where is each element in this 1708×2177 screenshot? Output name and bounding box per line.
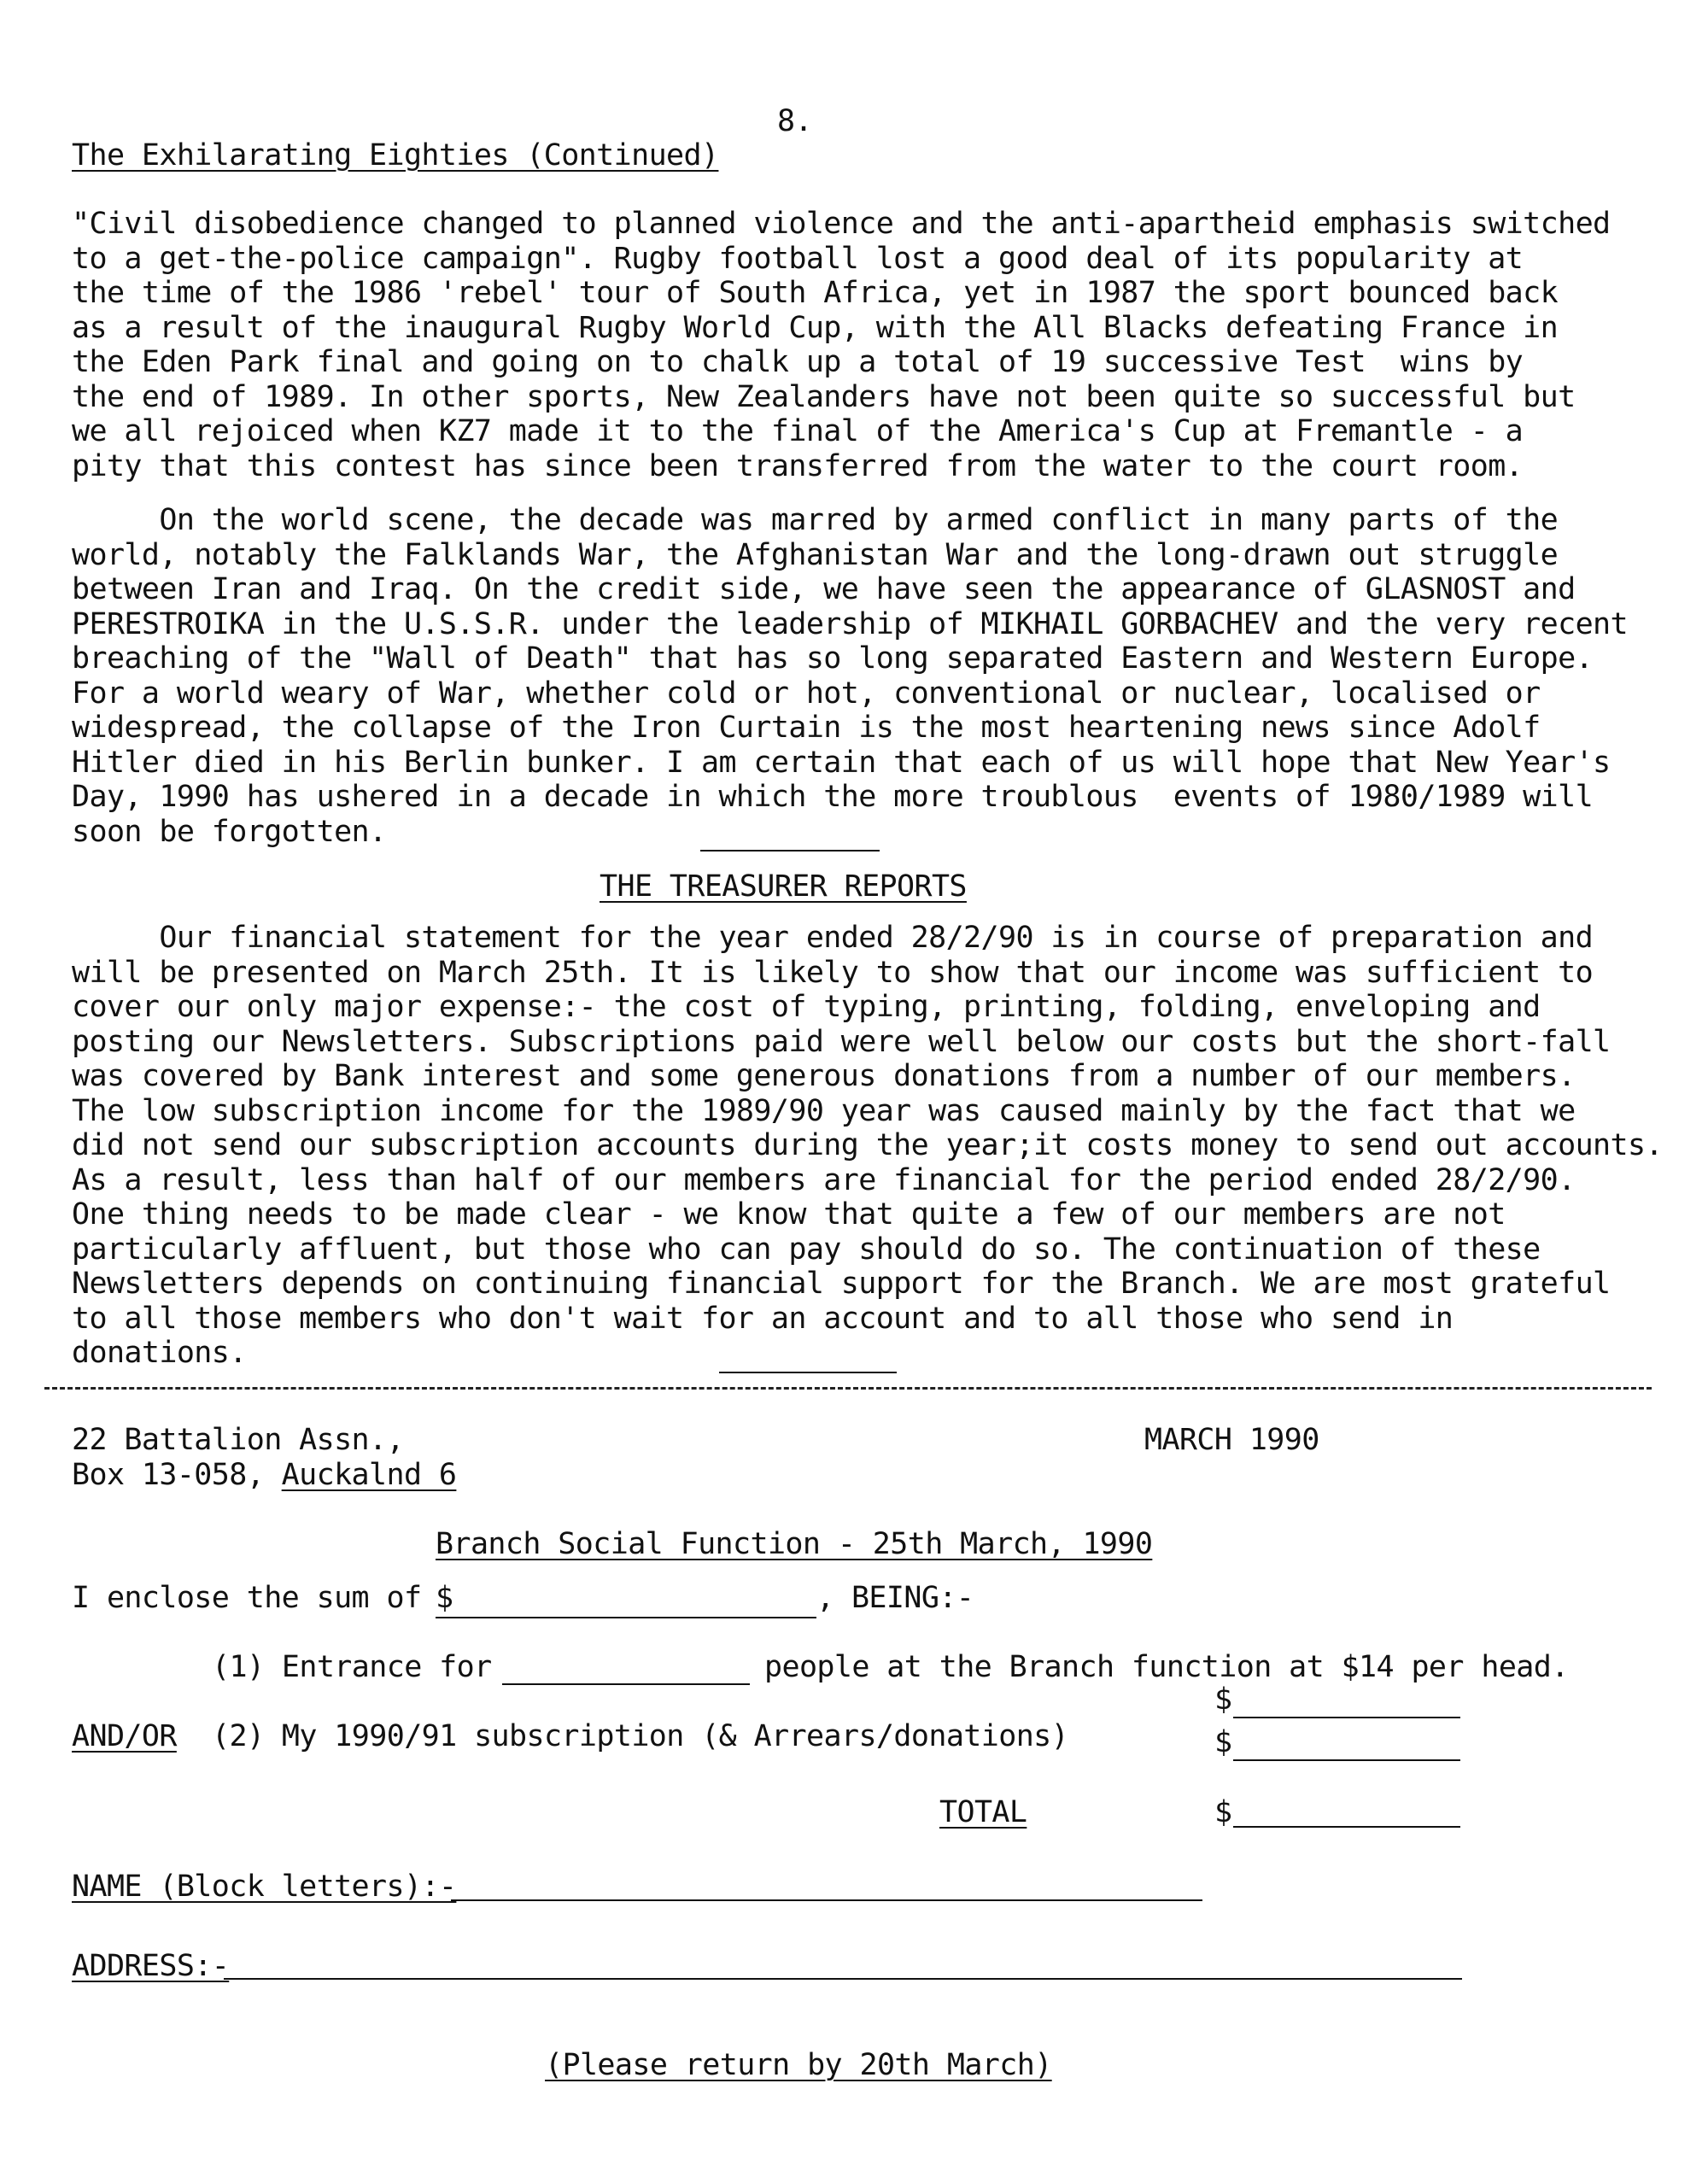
total-label-text: TOTAL xyxy=(939,1795,1027,1829)
address-box: Box 13-058, xyxy=(72,1458,282,1492)
paragraph-line: soon be forgotten. xyxy=(72,814,387,849)
address-label-text: ADDRESS:- xyxy=(72,1949,230,1983)
return-note-text: (Please return by 20th March) xyxy=(545,2048,1052,2082)
paragraph-line: widespread, the collapse of the Iron Curtain is the most heartening news since Adolf xyxy=(72,711,1541,745)
address-line-2 xyxy=(72,1458,456,1493)
form-title-text: Branch Social Function - 25th March, 1990 xyxy=(436,1527,1153,1561)
address-line-1: 22 Battalion Assn., xyxy=(72,1423,404,1457)
form-date: MARCH 1990 xyxy=(1144,1423,1319,1457)
form-title xyxy=(436,1527,1152,1562)
name-field[interactable] xyxy=(451,1899,1202,1901)
section-divider xyxy=(700,850,880,851)
return-note xyxy=(545,2048,1052,2083)
cut-line xyxy=(44,1387,1652,1390)
total-dollar-sign: $ xyxy=(1214,1795,1232,1829)
paragraph-line: Hitler died in his Berlin bunker. I am certain that each of us will hope that New Year's xyxy=(72,745,1611,780)
being-label: , BEING:- xyxy=(816,1581,974,1615)
item1-suffix: people at the Branch function at $14 per head. xyxy=(764,1650,1569,1684)
paragraph-line: pity that this contest has since been transferred from the water to the court room. xyxy=(72,448,1524,483)
paragraph-line: did not send our subscription accounts during the year;it costs money to send out accounts. xyxy=(72,1128,1663,1162)
paragraph-line: On the world scene, the decade was marred by armed conflict in many parts of the xyxy=(72,503,1559,537)
paragraph-line: Day, 1990 has ushered in a decade in which the more troublous events of 1980/1989 will xyxy=(72,780,1594,814)
item1-amount-field[interactable] xyxy=(1233,1717,1460,1718)
item2-amount-field[interactable] xyxy=(1233,1759,1460,1761)
paragraph-line: PERESTROIKA in the U.S.S.R. under the leadership of MIKHAIL GORBACHEV and the very recent xyxy=(72,606,1628,641)
total-amount-field[interactable] xyxy=(1233,1826,1460,1828)
enclose-dollar-sign: $ xyxy=(436,1581,453,1615)
paragraph-line: particularly affluent, but those who can pay should do so. The continuation of these xyxy=(72,1232,1541,1267)
paragraph-line: as a result of the inaugural Rugby World Cup, with the All Blacks defeating France in xyxy=(72,310,1559,345)
page-number: 8. xyxy=(777,104,812,138)
paragraph-line: will be presented on March 25th. It is likely to show that our income was sufficient to xyxy=(72,955,1594,990)
item2-dollar-sign: $ xyxy=(1214,1725,1232,1759)
paragraph-3 xyxy=(72,921,1694,1371)
address-field[interactable] xyxy=(224,1978,1462,1980)
paragraph-line: was covered by Bank interest and some generous donations from a number of our members. xyxy=(72,1059,1576,1093)
paragraph-2 xyxy=(72,503,1694,849)
people-count-field[interactable] xyxy=(502,1683,750,1685)
paragraph-line: breaching of the "Wall of Death" that has so long separated Eastern and Western Europe. xyxy=(72,641,1594,676)
address-label xyxy=(72,1949,229,1984)
paragraph-line: The low subscription income for the 1989/90 year was caused mainly by the fact that we xyxy=(72,1093,1576,1128)
paragraph-line: As a result, less than half of our members are financial for the period ended 28/2/90. xyxy=(72,1162,1576,1197)
enclose-label: I enclose the sum of xyxy=(72,1581,439,1615)
item1-dollar-sign: $ xyxy=(1214,1682,1232,1717)
name-label-text: NAME (Block letters):- xyxy=(72,1870,457,1904)
treasurer-heading-text: THE TREASURER REPORTS xyxy=(600,869,967,904)
paragraph-line: to all those members who don't wait for an account and to all those who send in xyxy=(72,1301,1454,1336)
paragraph-line: For a world weary of War, whether cold or hot, conventional or nuclear, localised or xyxy=(72,676,1541,711)
and-or-label xyxy=(72,1719,177,1754)
paragraph-line: to a get-the-police campaign". Rugby football lost a good deal of its popularity at xyxy=(72,241,1524,276)
paragraph-line: Newsletters depends on continuing financial support for the Branch. We are most grateful xyxy=(72,1267,1611,1301)
paragraph-line: we all rejoiced when KZ7 made it to the final of the America's Cup at Fremantle - a xyxy=(72,414,1524,448)
paragraph-line: Our financial statement for the year ended 28/2/90 is in course of preparation and xyxy=(72,921,1594,955)
address-city: Auckalnd 6 xyxy=(281,1458,457,1492)
treasurer-heading xyxy=(600,869,967,904)
section-divider xyxy=(719,1372,897,1373)
paragraph-line: posting our Newsletters. Subscriptions paid were well below our costs but the short-fall xyxy=(72,1024,1611,1059)
section-heading-text: The Exhilarating Eighties (Continued) xyxy=(72,138,719,173)
item2-label: (2) My 1990/91 subscription (& Arrears/donations) xyxy=(212,1719,1069,1753)
paragraph-line: world, notably the Falklands War, the Afghanistan War and the long-drawn out struggle xyxy=(72,537,1559,572)
paragraph-line: One thing needs to be made clear - we know that quite a few of our members are not xyxy=(72,1197,1506,1232)
enclose-amount-field[interactable] xyxy=(436,1617,816,1618)
paragraph-line: between Iran and Iraq. On the credit side, we have seen the appearance of GLASNOST and xyxy=(72,572,1576,606)
paragraph-line: the time of the 1986 'rebel' tour of South Africa, yet in 1987 the sport bounced back xyxy=(72,276,1559,310)
paragraph-line: the Eden Park final and going on to chalk up a total of 19 successive Test wins by xyxy=(72,345,1524,379)
paragraph-line: the end of 1989. In other sports, New Zealanders have not been quite so successful but xyxy=(72,379,1576,414)
name-label xyxy=(72,1870,456,1905)
and-or-text: AND/OR xyxy=(72,1719,177,1753)
paragraph-line: cover our only major expense:- the cost of typing, printing, folding, enveloping and xyxy=(72,990,1541,1024)
paragraph-line: donations. xyxy=(72,1336,247,1370)
item1-label: (1) Entrance for xyxy=(212,1650,492,1684)
total-label xyxy=(939,1795,1027,1830)
paragraph-1 xyxy=(72,207,1694,483)
section-heading xyxy=(72,138,718,173)
paragraph-line: "Civil disobedience changed to planned violence and the anti-apartheid emphasis switched xyxy=(72,207,1611,241)
